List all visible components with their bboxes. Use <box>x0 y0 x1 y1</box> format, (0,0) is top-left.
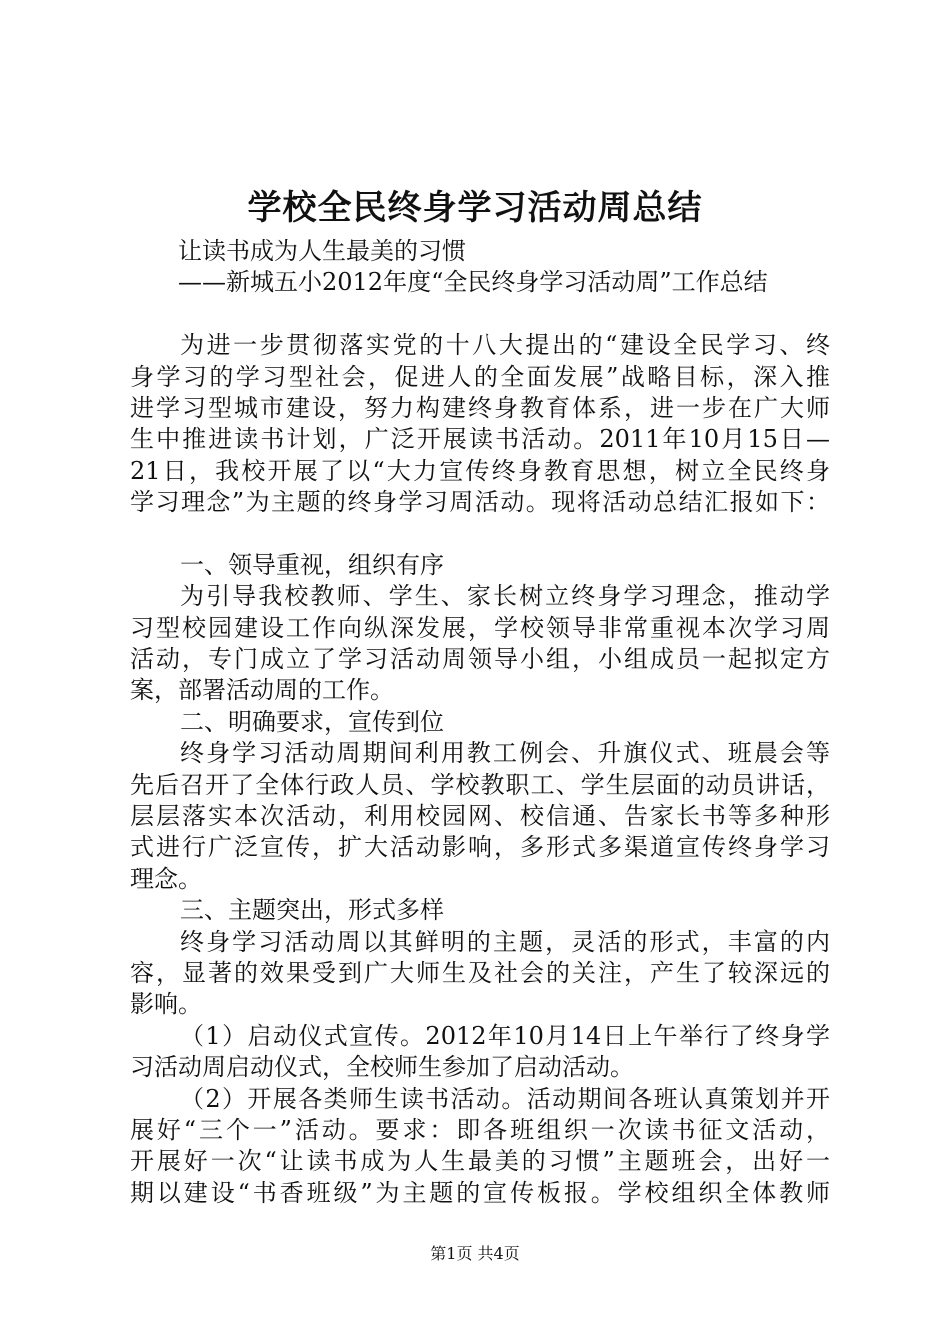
section-line: 先后召开了全体行政人员、学校教职工、学生层面的动员讲话， <box>130 770 830 799</box>
item-line: （2）开展各类师生读书活动。活动期间各班认真策划并开 <box>180 1084 830 1113</box>
intro-line: 身学习的学习型社会，促进人的全面发展”战略目标，深入推 <box>130 362 830 391</box>
subtitle-line: 让读书成为人生最美的习惯 <box>178 237 466 265</box>
section-line: 影响。 <box>130 990 202 1019</box>
intro-line: 为进一步贯彻落实党的十八大提出的“建设全民学习、终 <box>180 331 830 360</box>
intro-line: 生中推进读书计划，广泛开展读书活动。2011年10月15日— <box>130 425 830 454</box>
section-heading: 一、领导重视，组织有序 <box>180 550 444 579</box>
item-line: 期以建设“书香班级”为主题的宣传板报。学校组织全体教师 <box>130 1178 830 1207</box>
document-title: 学校全民终身学习活动周总结 <box>247 188 703 228</box>
section-line: 终身学习活动周以其鲜明的主题，灵活的形式，丰富的内 <box>180 927 830 956</box>
section-line: 理念。 <box>130 864 202 893</box>
section-line: 活动，专门成立了学习活动周领导小组，小组成员一起拟定方 <box>130 645 830 674</box>
document-body <box>130 236 830 1209</box>
item-line: 展好“三个一”活动。要求：即各班组织一次读书征文活动， <box>130 1115 830 1144</box>
section-line: 习型校园建设工作向纵深发展，学校领导非常重视本次学习周 <box>130 613 830 642</box>
section-line: 案，部署活动周的工作。 <box>130 676 394 705</box>
intro-line: 学习理念”为主题的终身学习周活动。现将活动总结汇报如下： <box>130 488 830 517</box>
section-heading: 三、主题突出，形式多样 <box>180 896 444 925</box>
section-line: 为引导我校教师、学生、家长树立终身学习理念，推动学 <box>180 582 830 611</box>
section-line: 层层落实本次活动，利用校园网、校信通、告家长书等多种形 <box>130 802 830 831</box>
section-line: 终身学习活动周期间利用教工例会、升旗仪式、班晨会等 <box>180 739 830 768</box>
item-line: 习活动周启动仪式，全校师生参加了启动活动。 <box>130 1053 634 1082</box>
item-line: 开展好一次“让读书成为人生最美的习惯”主题班会，出好一 <box>130 1147 830 1176</box>
section-heading: 二、明确要求，宣传到位 <box>180 707 444 736</box>
paragraph-gap <box>130 299 830 330</box>
section-line: 容，显著的效果受到广大师生及社会的关注，产生了较深远的 <box>130 958 830 987</box>
intro-line: 21日，我校开展了以“大力宣传终身教育思想，树立全民终身 <box>130 456 830 485</box>
section-line: 式进行广泛宣传，扩大活动影响，多形式多渠道宣传终身学习 <box>130 833 830 862</box>
subtitle-line: ——新城五小2012年度“全民终身学习活动周”工作总结 <box>178 268 768 297</box>
page-number-footer: 第1页 共4页 <box>430 1244 520 1263</box>
paragraph-gap <box>130 519 830 550</box>
item-line: （1）启动仪式宣传。2012年10月14日上午举行了终身学 <box>180 1021 830 1050</box>
intro-line: 进学习型城市建设，努力构建终身教育体系，进一步在广大师 <box>130 393 830 422</box>
